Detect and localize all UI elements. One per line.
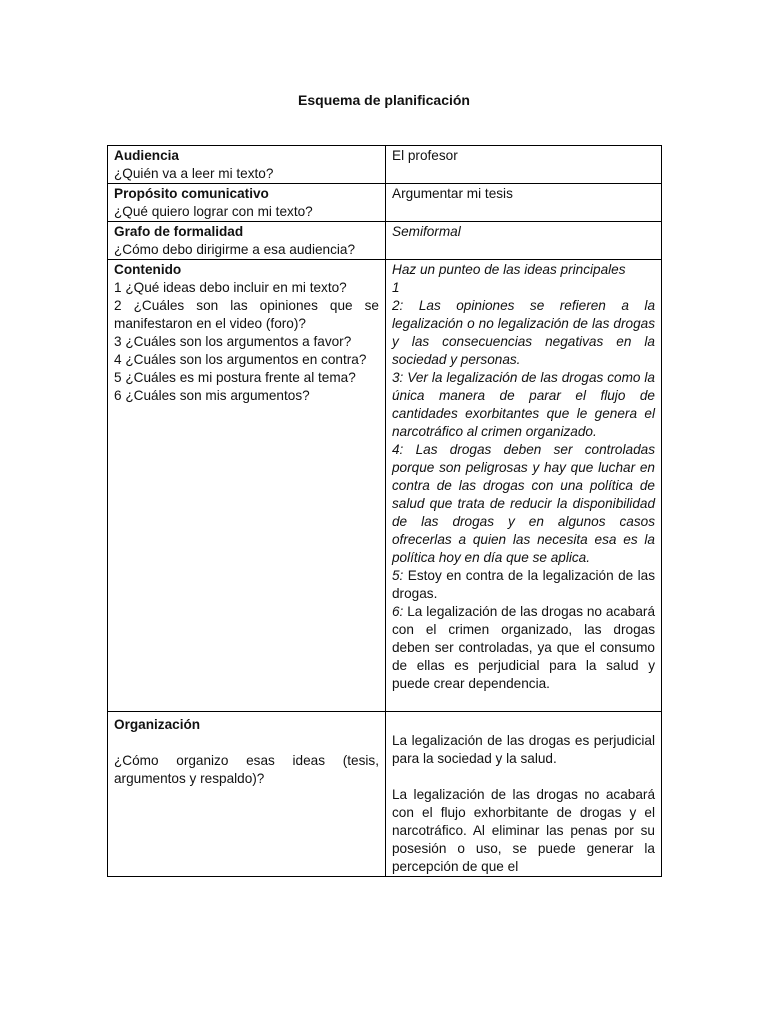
- row-grafo: [108, 222, 662, 260]
- contenido-question-2: 2 ¿Cuáles son las opiniones que se manifestaron en el video (foro)?: [114, 298, 379, 331]
- audiencia-label: Audiencia: [114, 148, 179, 163]
- contenido-label: Contenido: [114, 262, 182, 277]
- grafo-label: Grafo de formalidad: [114, 224, 244, 239]
- audiencia-answer: El profesor: [392, 148, 458, 163]
- organizacion-label: Organización: [114, 717, 201, 732]
- item-6-text: La legalización de las drogas no acabará con el crimen organizado, las drogas deben ser controladas, ya que el consumo de ellas es perjudicial para la salud y puede crear dependencia.: [392, 604, 656, 691]
- contenido-item-6: [392, 603, 655, 693]
- contenido-item-2: 2: Las opiniones se refieren a la legalización o no legalización de las drogas y las consecuencias negativas en la sociedad y personas.: [392, 298, 655, 367]
- contenido-intro: Haz un punteo de las ideas principales: [392, 262, 626, 277]
- proposito-label: Propósito comunicativo: [114, 186, 269, 201]
- contenido-answer-cell: [386, 260, 662, 712]
- organizacion-answer-cell: [386, 712, 662, 877]
- contenido-question-4: 4 ¿Cuáles son los argumentos en contra?: [114, 352, 367, 367]
- proposito-answer-cell: [386, 184, 662, 222]
- grafo-question-cell: [108, 222, 386, 260]
- contenido-question-6: 6 ¿Cuáles son mis argumentos?: [114, 388, 310, 403]
- proposito-answer: Argumentar mi tesis: [392, 186, 513, 201]
- contenido-item-4: 4: Las drogas deben ser controladas porque son peligrosas y hay que luchar en contra de las drogas con una política de salud que trata de reducir la disponibilidad de las drogas y en algunos casos ofrecerlas a quien las necesita esa es la política hoy en día que se aplica.: [392, 442, 655, 565]
- proposito-question: ¿Qué quiero lograr con mi texto?: [114, 204, 313, 219]
- audiencia-question-cell: [108, 146, 386, 184]
- audiencia-answer-cell: [386, 146, 662, 184]
- page-title: Esquema de planificación: [298, 92, 470, 108]
- grafo-answer: Semiformal: [392, 224, 461, 239]
- contenido-question-5: 5 ¿Cuáles es mi postura frente al tema?: [114, 370, 356, 385]
- contenido-question-cell: [108, 260, 386, 712]
- contenido-item-1: 1: [392, 280, 400, 295]
- audiencia-question: ¿Quién va a leer mi texto?: [114, 166, 274, 181]
- organizacion-paragraph-1: La legalización de las drogas es perjudicial para la sociedad y la salud.: [392, 733, 655, 766]
- row-proposito: [108, 184, 662, 222]
- row-contenido: [108, 260, 662, 712]
- organizacion-question: ¿Cómo organizo esas ideas (tesis, argumentos y respaldo)?: [114, 753, 379, 786]
- item-6-number: 6:: [392, 604, 404, 619]
- organizacion-question-cell: [108, 712, 386, 877]
- row-audiencia: [108, 146, 662, 184]
- contenido-question-1: 1 ¿Qué ideas debo incluir en mi texto?: [114, 280, 347, 295]
- contenido-item-5: [392, 567, 655, 603]
- contenido-question-3: 3 ¿Cuáles son los argumentos a favor?: [114, 334, 352, 349]
- row-organizacion: [108, 712, 662, 877]
- contenido-item-3: 3: Ver la legalización de las drogas como la única manera de parar el flujo de cantidades exorbitantes que le genera el narcotráfico al crimen organizado.: [392, 370, 655, 439]
- proposito-question-cell: [108, 184, 386, 222]
- grafo-question: ¿Cómo debo dirigirme a esa audiencia?: [114, 242, 356, 257]
- organizacion-paragraph-2: La legalización de las drogas no acabará con el flujo exhorbitante de drogas y el narcotráfico. Al eliminar las penas por su posesión o uso, se puede generar la percepción de que el: [392, 787, 655, 874]
- planning-table: [107, 145, 662, 877]
- item-5-number: 5:: [392, 568, 404, 583]
- item-5-text: Estoy en contra de la legalización de las drogas.: [392, 568, 656, 601]
- grafo-answer-cell: [386, 222, 662, 260]
